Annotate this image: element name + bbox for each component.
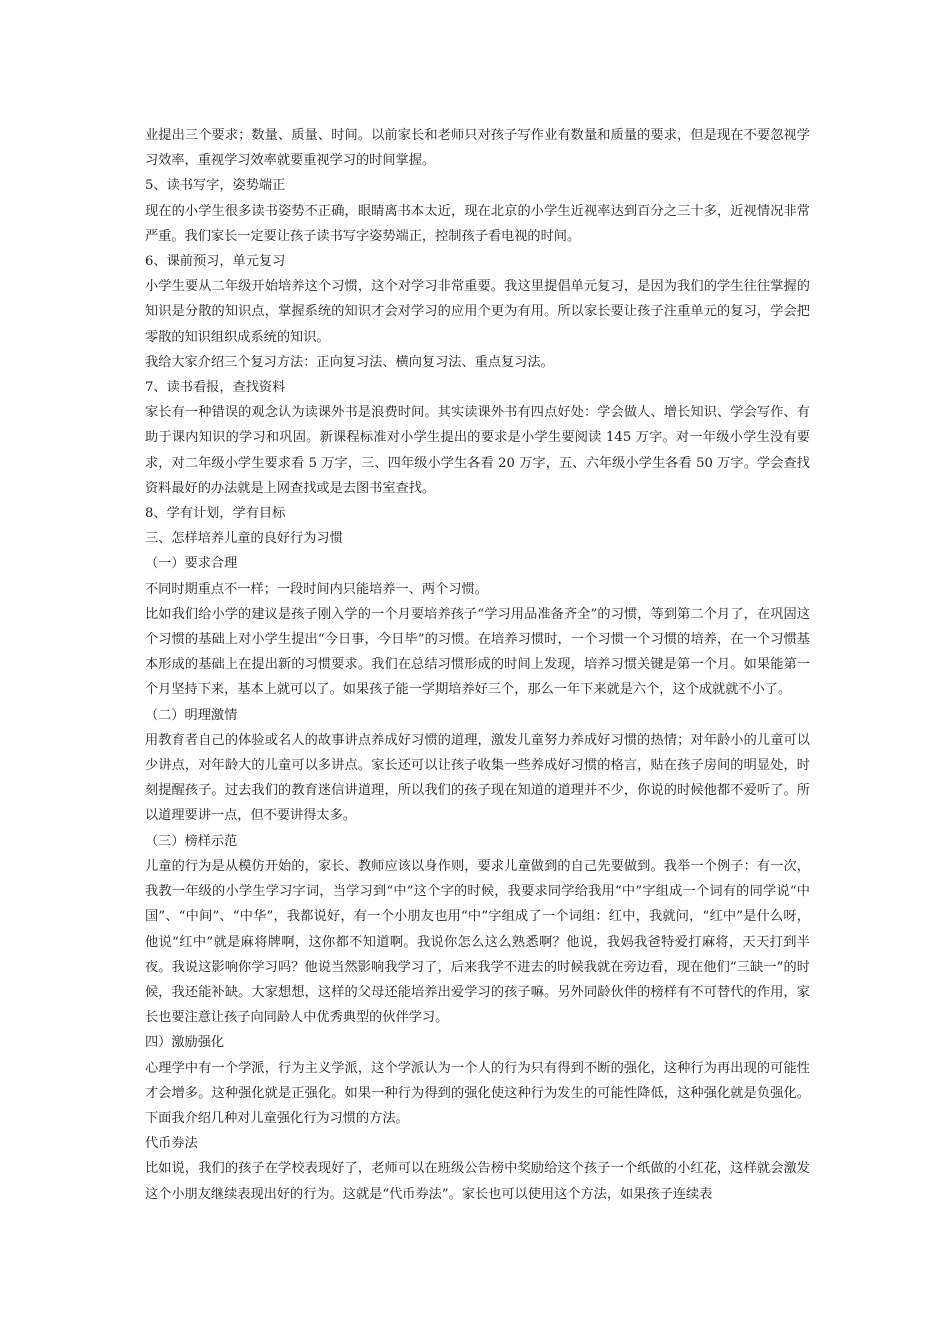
document-body (145, 123, 810, 1207)
subsection-heading: （三）榜样示范 (145, 833, 238, 849)
subsection-heading: 代币券法 (145, 1136, 198, 1152)
paragraph: 儿童的行为是从模仿开始的，家长、教师应该以身作则，要求儿童做到的自己先要做到。我举一个例子：有一次，我教一年级的小学生学习字词，当学习到“中”这个字的时候，我要求同学给我用“中”字组成一个词有的同学说“中国”、“中间”、“中华”，我都说好，有一个小朋友也用“中”字组成了一个词组：红中，我就问，“红中”是什么呀，他说“红中”就是麻将牌啊，这你都不知道啊。我说你怎么这么熟悉啊？他说，我妈我爸特爱打麻将，天天打到半夜。我说这影响你学习吗？他说当然影响我学习了，后来我学不进去的时候我就在旁边看，现在他们“三缺一”的时候，我还能补缺。大家想想，这样的父母还能培养出爱学习的孩子嘛。另外同龄伙伴的榜样有不可替代的作用，家长也要注意让孩子向同龄人中优秀典型的伙伴学习。 (145, 858, 810, 1026)
paragraph: 不同时期重点不一样；一段时间内只能培养一、两个习惯。 (145, 581, 488, 597)
section-heading: 7、读书看报，查找资料 (145, 380, 286, 396)
paragraph: 心理学中有一个学派，行为主义学派，这个学派认为一个人的行为只有得到不断的强化，这种行为再出现的可能性才会增多。这种强化就是正强化。如果一种行为得到的强化使这种行为发生的可能性降低，这种强化就是负强化。下面我介绍几种对儿童强化行为习惯的方法。 (145, 1060, 810, 1126)
paragraph: 我给大家介绍三个复习方法：正向复习法、横向复习法、重点复习法。 (145, 354, 554, 370)
paragraph: 比如说，我们的孩子在学校表现好了，老师可以在班级公告榜中奖励给这个孩子一个纸做的小红花，这样就会激发这个小朋友继续表现出好的行为。这就是“代币券法”。家长也可以使用这个方法，如果孩子连续表 (145, 1161, 810, 1202)
paragraph: 用教育者自己的体验或名人的故事讲点养成好习惯的道理，激发儿童努力养成好习惯的热情；对年龄小的儿童可以少讲点，对年龄大的儿童可以多讲点。家长还可以让孩子收集一些养成好习惯的格言，贴在孩子房间的明显处，时刻提醒孩子。过去我们的教育迷信讲道理，所以我们的孩子现在知道的道理并不少，你说的时候他都不爱听了。所以道理要讲一点，但不要讲得太多。 (145, 732, 810, 824)
paragraph: 家长有一种错误的观念认为读课外书是浪费时间。其实读课外书有四点好处：学会做人、增长知识、学会写作、有助于课内知识的学习和巩固。新课程标准对小学生提出的要求是小学生要阅读 145 万字。对一年级小学生没有要求，对二年级小学生要求看 5 万字，三、四年级小学生各看 20 万字，五、六年级小学生各看 50 万字。学会查找资料最好的办法就是上网查找或是去图书室查找。 (145, 405, 810, 496)
section-heading: 5、读书写字，姿势端正 (145, 178, 286, 194)
subsection-heading: 四）激励强化 (145, 1035, 225, 1051)
section-heading: 6、课前预习，单元复习 (145, 254, 286, 270)
section-heading: 8、学有计划，学有目标 (145, 506, 286, 522)
chapter-heading: 三、怎样培养儿童的良好行为习惯 (145, 531, 343, 547)
paragraph: 比如我们给小学的建议是孩子刚入学的一个月要培养孩子“学习用品准备齐全”的习惯，等到第二个月了，在巩固这个习惯的基础上对小学生提出“今日事，今日毕”的习惯。在培养习惯时，一个习惯一个习惯的培养，在一个习惯基本形成的基础上在提出新的习惯要求。我们在总结习惯形成的时间上发现，培养习惯关键是第一个月。如果能第一个月坚持下来，基本上就可以了。如果孩子能一学期培养好三个，那么一年下来就是六个，这个成就就不小了。 (145, 606, 810, 698)
subsection-heading: （一）要求合理 (145, 556, 238, 572)
subsection-heading: （二）明理激情 (145, 707, 238, 723)
paragraph: 小学生要从二年级开始培养这个习惯，这个对学习非常重要。我这里提倡单元复习，是因为我们的学生往往掌握的知识是分散的知识点，掌握系统的知识才会对学习的应用个更为有用。所以家长要让孩子注重单元的复习，学会把零散的知识组织成系统的知识。 (145, 279, 810, 345)
paragraph: 业提出三个要求；数量、质量、时间。以前家长和老师只对孩子写作业有数量和质量的要求，但是现在不要忽视学习效率，重视学习效率就要重视学习的时间掌握。 (145, 128, 810, 169)
paragraph: 现在的小学生很多读书姿势不正确，眼睛离书本太近，现在北京的小学生近视率达到百分之三十多，近视情况非常严重。我们家长一定要让孩子读书写字姿势端正，控制孩子看电视的时间。 (145, 203, 810, 244)
